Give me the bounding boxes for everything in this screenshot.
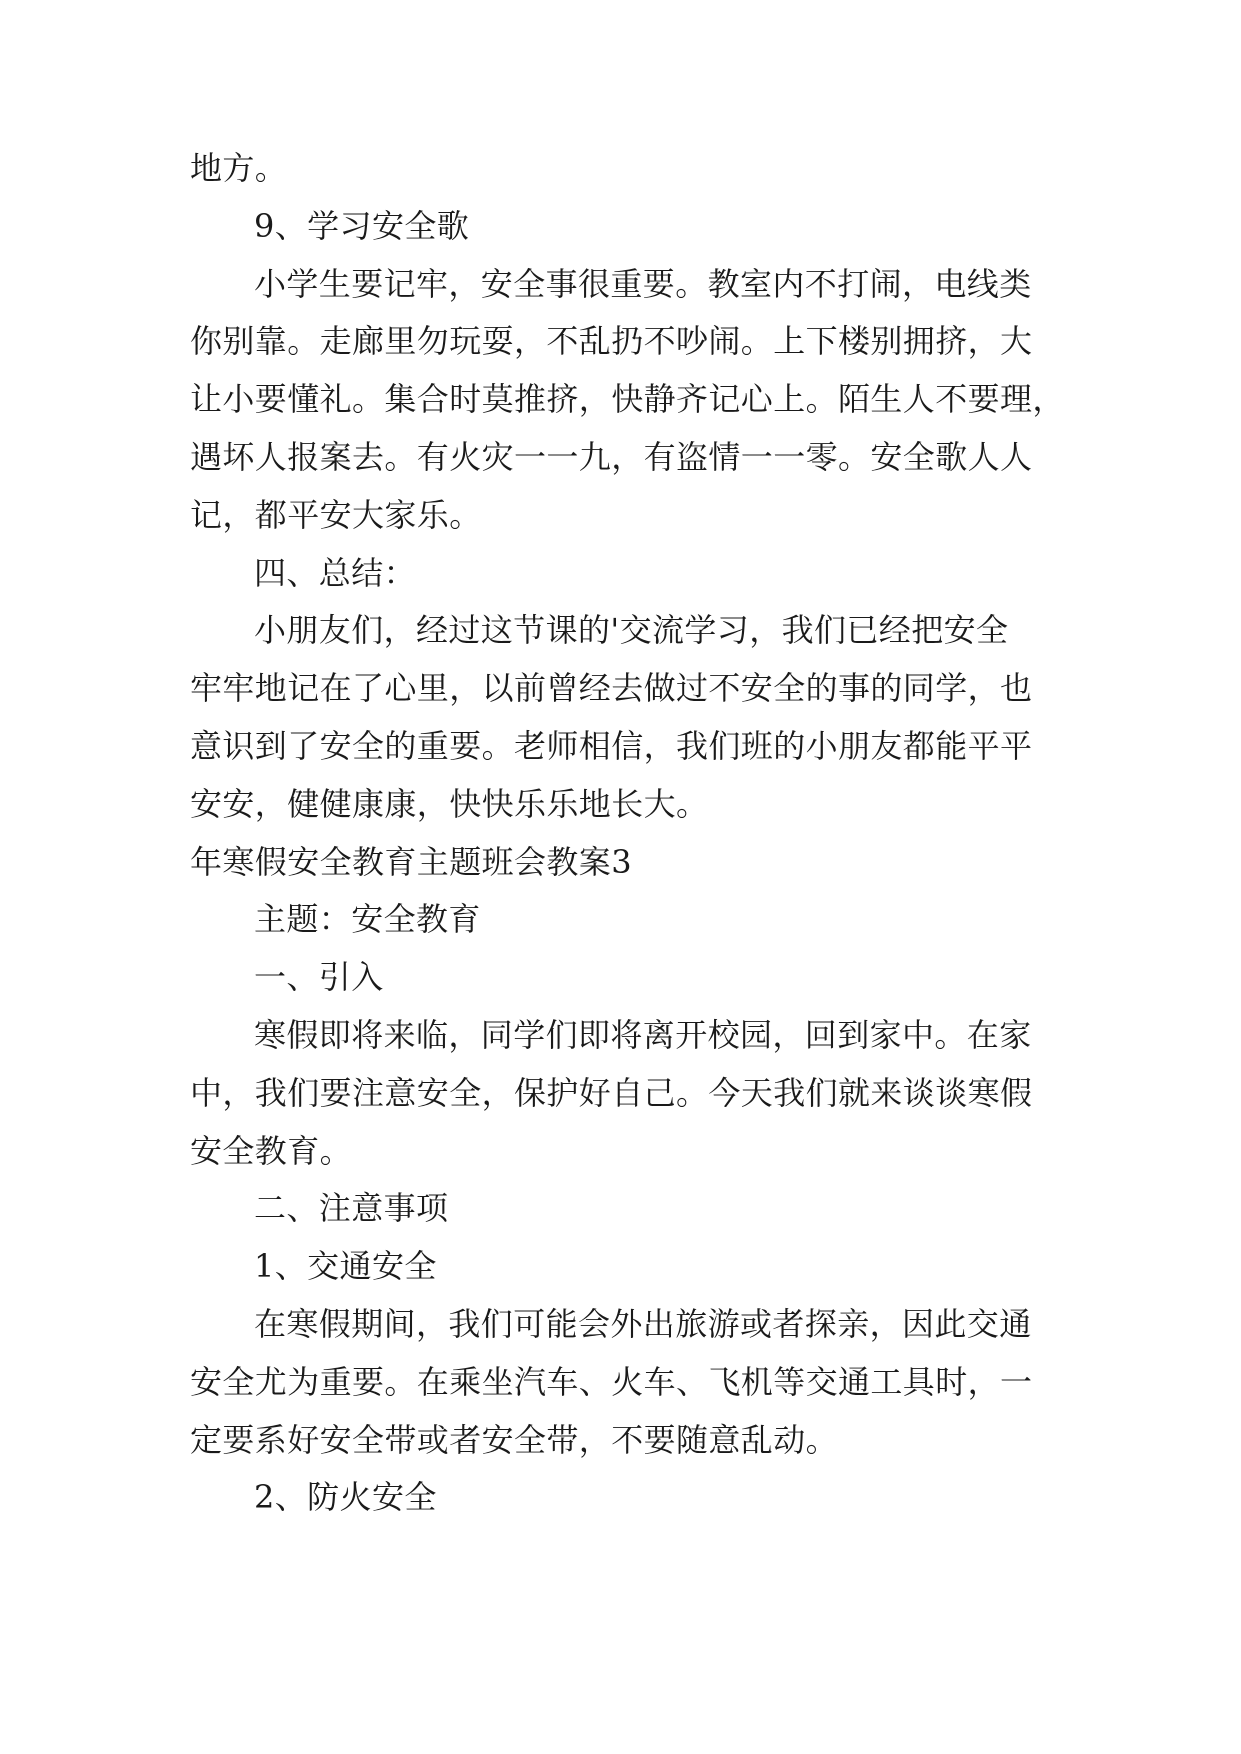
text-line: 中，我们要注意安全，保护好自己。今天我们就来谈谈寒假: [190, 1073, 1033, 1112]
section-heading: 四、总结：: [254, 553, 417, 592]
text-line: 意识到了安全的重要。老师相信，我们班的小朋友都能平平: [190, 726, 1033, 765]
text-line: 牢牢地记在了心里，以前曾经去做过不安全的事的同学，也: [190, 669, 1033, 708]
section-heading: 一、引入: [254, 958, 384, 997]
list-item-heading: 1、交通安全: [254, 1247, 437, 1286]
text-line: 寒假即将来临，同学们即将离开校园，回到家中。在家: [254, 1015, 1032, 1054]
theme-line: 主题：安全教育: [254, 900, 481, 939]
text-line: 安全尤为重要。在乘坐汽车、火车、飞机等交通工具时，一: [190, 1362, 1033, 1401]
list-item-heading: 2、防火安全: [254, 1478, 437, 1517]
text-line: 安全教育。: [190, 1131, 353, 1170]
list-item-heading: 9、学习安全歌: [254, 206, 470, 245]
text-line: 记，都平安大家乐。: [190, 495, 482, 534]
text-line: 在寒假期间，我们可能会外出旅游或者探亲，因此交通: [254, 1304, 1032, 1343]
text-line: 让小要懂礼。集合时莫推挤，快静齐记心上。陌生人不要理，: [190, 380, 1065, 419]
text-line: 小朋友们，经过这节课的'交流学习，我们已经把安全: [254, 611, 1009, 650]
text-line: 安安，健健康康，快快乐乐地长大。: [190, 784, 709, 823]
text-line: 你别靠。走廊里勿玩耍，不乱扔不吵闹。上下楼别拥挤，大: [190, 322, 1033, 361]
text-line: 小学生要记牢，安全事很重要。教室内不打闹，电线类: [254, 264, 1032, 303]
text-line: 定要系好安全带或者安全带，不要随意乱动。: [190, 1420, 839, 1459]
text-line: 地方。: [190, 149, 288, 187]
document-body: [190, 140, 1065, 1527]
section-heading: 二、注意事项: [254, 1189, 449, 1228]
document-title: 年寒假安全教育主题班会教案3: [190, 842, 632, 881]
text-line: 遇坏人报案去。有火灾一一九，有盗情一一零。安全歌人人: [190, 437, 1033, 476]
